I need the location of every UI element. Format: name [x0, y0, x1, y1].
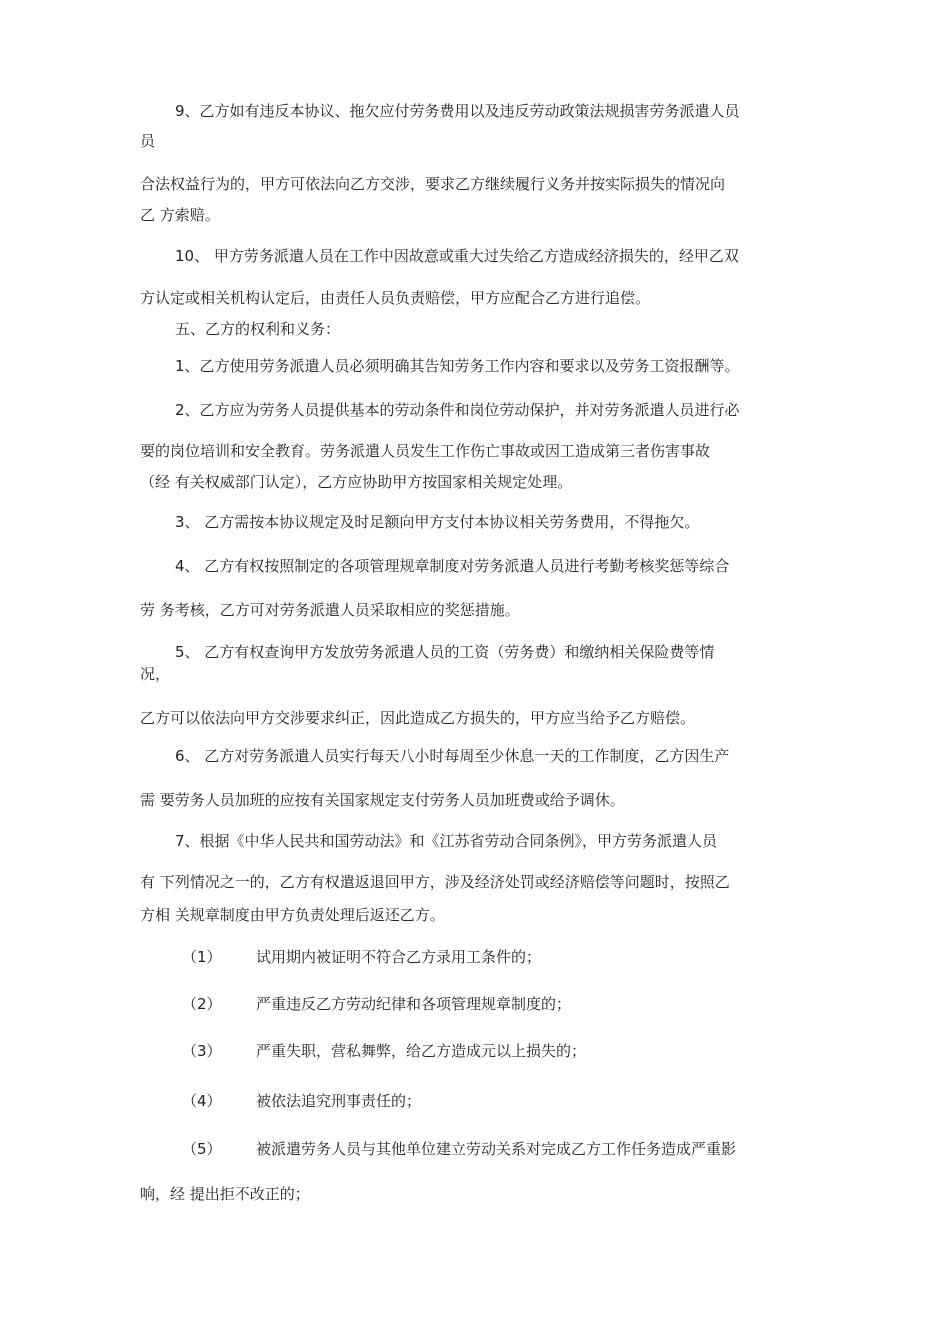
list-item-text: 被派遣劳务人员与其他单位建立劳动关系对完成乙方工作任务造成严重影 — [256, 1140, 737, 1158]
right-7-line-3: 方相 关规章制度由甲方负责处理后返还乙方。 — [140, 906, 445, 924]
clause-9-line-2: 员 — [140, 132, 156, 150]
list-item-text: 严重失职，营私舞弊，给乙方造成元以上损失的； — [256, 1042, 587, 1060]
list-item-number: （4） — [182, 1092, 222, 1110]
right-5-line-1: 5、 乙方有权查询甲方发放劳务派遣人员的工资（劳务费）和缴纳相关保险费等情 — [175, 643, 715, 661]
right-3: 3、 乙方需按本协议规定及时足额向甲方支付本协议相关劳务费用，不得拖欠。 — [175, 513, 700, 531]
right-7-line-1: 7、根据《中华人民共和国劳动法》和《江苏省劳动合同条例》，甲方劳务派遣人员 — [175, 832, 718, 850]
right-2-line-1: 2、乙方应为劳务人员提供基本的劳动条件和岗位劳动保护，并对劳务派遣人员进行必 — [175, 401, 740, 419]
list-item-text: 严重违反乙方劳动纪律和各项管理规章制度的； — [256, 995, 572, 1013]
clause-10-line-1: 10、 甲方劳务派遣人员在工作中因故意或重大过失给乙方造成经济损失的，经甲乙双 — [175, 247, 739, 265]
list-item-continuation: 响，经 提出拒不改正的； — [140, 1185, 310, 1203]
section-heading: 五、乙方的权利和义务： — [175, 320, 341, 338]
right-2-line-3: （经 有关权威部门认定），乙方应协助甲方按国家相关规定处理。 — [140, 473, 573, 491]
list-item-number: （2） — [182, 995, 222, 1013]
list-item-number: （3） — [182, 1042, 222, 1060]
clause-10-line-2: 方认定或相关机构认定后，由责任人员负责赔偿，甲方应配合乙方进行追偿。 — [140, 289, 651, 307]
right-5-line-2: 况， — [140, 665, 171, 683]
list-item-number: （1） — [182, 948, 222, 966]
list-item-text: 被依法追究刑事责任的； — [256, 1092, 422, 1110]
clause-9-line-3: 合法权益行为的，甲方可依法向乙方交涉，要求乙方继续履行义务并按实际损失的情况向 — [140, 175, 726, 193]
right-6-line-1: 6、 乙方对劳务派遣人员实行每天八小时每周至少休息一天的工作制度，乙方因生产 — [175, 747, 730, 765]
right-1: 1、乙方使用劳务派遣人员必须明确其告知劳务工作内容和要求以及劳务工资报酬等。 — [175, 357, 740, 375]
right-5-line-3: 乙方可以依法向甲方交涉要求纠正，因此造成乙方损失的，甲方应当给予乙方赔偿。 — [140, 709, 696, 727]
clause-9-line-1: 9、乙方如有违反本协议、拖欠应付劳务费用以及违反劳动政策法规损害劳务派遣人员 — [175, 102, 740, 120]
right-2-line-2: 要的岗位培训和安全教育。劳务派遣人员发生工作伤亡事故或因工造成第三者伤害事故 — [140, 442, 711, 460]
right-4-line-2: 劳 务考核，乙方可对劳务派遣人员采取相应的奖惩措施。 — [140, 601, 520, 619]
list-item-text: 试用期内被证明不符合乙方录用工条件的； — [256, 948, 542, 966]
right-4-line-1: 4、 乙方有权按照制定的各项管理规章制度对劳务派遣人员进行考勤考核奖惩等综合 — [175, 557, 730, 575]
right-6-line-2: 需 要劳务人员加班的应按有关国家规定支付劳务人员加班费或给予调休。 — [140, 791, 625, 809]
list-item-number: （5） — [182, 1140, 222, 1158]
clause-9-line-4: 乙 方索赔。 — [140, 206, 220, 224]
right-7-line-2: 有 下列情况之一的，乙方有权遣返退回甲方，涉及经济处罚或经济赔偿等问题时，按照乙 — [140, 873, 730, 891]
